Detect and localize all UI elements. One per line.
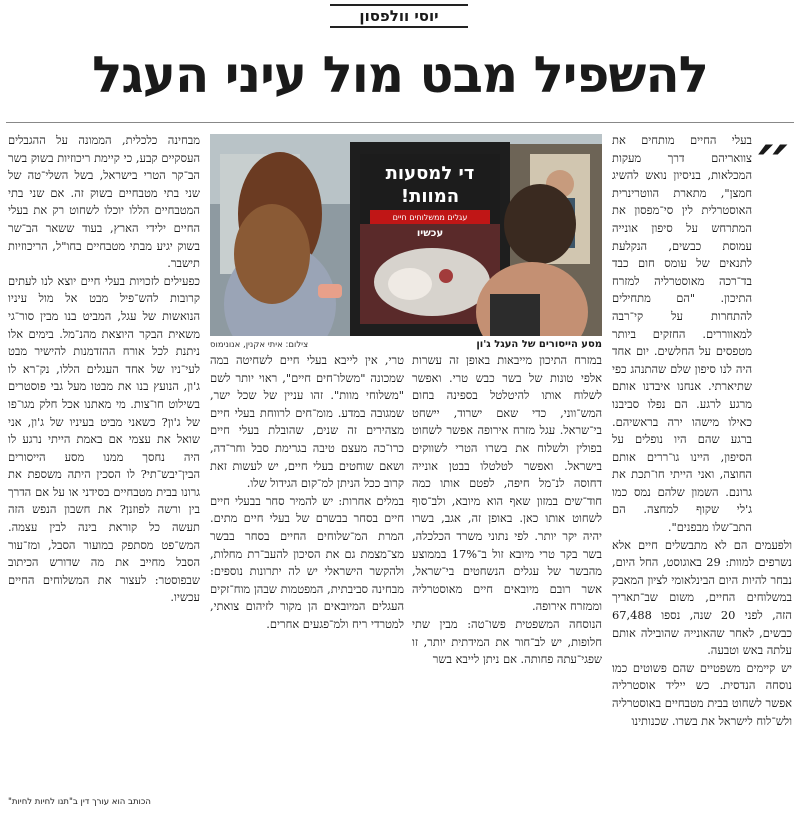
paragraph: טרי, אין לייבא בעלי חיים לשחיטה במה שמכונה "משלו־חים חיים", ראוי יותר לשם "משלוחי מוות". זהו עניין של שכל ישר, שמגובה במדע. מומ־חים לרווחת בעלי חיים מצהירים זה שנים, שהובלת בעלי חיים כרו־כה מעצם טיבה בגרימת סבל וחר־דה, ושאם שוחטים בעלי חיים, יש לעשות זאת קרוב ככל הניתן למ־קום הגידול שלו. <box>210 353 404 491</box>
paragraph: מבחינה כלכלית, הממונה על ההגבלים העסקיים קבע, כי קיימת ריכוזיות בשוק בשר הב־קר הטרי בישראל, בשל השלי־טה של שני בתי מטבחיים בשוק זה. אם שני בתי המטבחיים הללו יוכלו לשחוט רק את בעלי החיים ילידי הארץ, בעוד ששאר הב־שר בשוק יגיע מבתי מטבחיים בחו"ל, הריכוזיות תישבר. <box>8 133 200 271</box>
paragraph: כפעילים לזכויות בעלי חיים יוצא לנו לעתים קרובות להש־פיל מבט אל מול עיניו הנואשות של עגל, המביט בנו מבין סור־גי משאית הבקר היוצאת מהנ־מל. בימים אלו ניתנת לכל אורח ההזדמנות להישיר מבט לעי־ניו של אחד העגלים הללו, נק־רא לו ג'ון, הנועץ בנו את מבטו מעל גבי פוסטרים בשילוט חו־צות. מי מאתנו אכל חלק מגו־פו של ג'ון? כשאני מביט בעיניו של ג'ון, אני שואל את עצמי אם באמת הייתי נרגע לו היה נחסך ממנו מסע הייסורים הבין־יבש־תי? לו הסכין היתה משספת את גרונו בבית מטבחיים בסידני או על אם הדרך בין ורשה לפוזנן? את חשבון הנפש הזה תעשה כל קוראת בינה לבין עצמה. המש־פט מסתפק במועור הסבל, ומז־עור הסבל מחייב את מה שדורש הכיתוב שבפוסטר: לעצור את המשלוחים החיים עכשיו. <box>8 273 200 605</box>
poster-subline: עגלים ממשלוחים חיים <box>392 213 468 222</box>
photo-caption <box>210 338 602 352</box>
column-4 <box>8 132 200 607</box>
author-footnote: הכותב הוא עורך דין ב"תנו לחיות לחיות" <box>8 797 151 807</box>
column-3 <box>210 352 404 634</box>
header-divider <box>6 122 794 123</box>
paragraph: ולפעמים הם לא מתבשלים חיים אלא נשרפים למוות: 29 באוגוסט, החל היום, נבחר להיות היום הבינלאומי לציון המאבק במשלוחים החיים, משום שב־תאריך הזה, לפני 20 שנה, נספו 67,488 כבשים, לאחר שהאונייה שהובילה אותם עלתה באש וטבעה. <box>612 537 792 658</box>
author-byline: יוסי וולפסון <box>330 4 468 28</box>
paragraph: במלים אחרות: יש להמיר סחר בבעלי חיים חיים בסחר בבשרם של בעלי חיים מתים. המרת המ־שלוחים החיים בסחר בבשר מצ־מצמת גם את הסיכון להעב־רת מחלות, ולהקשר הישראלי יש לה יתרונות נוספים: מבחינה סביבתית, המפטמות שבהן מוח־זקים העגלים המיובאים הן מקור לזיהום צואתי, למטרדי ריח ולמ־פגעים אחרים. <box>210 493 404 631</box>
column-2 <box>412 352 602 669</box>
paragraph: בעלי החיים מותחים את צוואריהם דרך מעקות המכלאות, בניסיון נואש להשיג חמצן", מתארת הווטרינרית האוסטרלית לין סי־מפסון את המתרחש על סיפון אונייה עמוסת כבשים, הנקלעת לתנאים של עומס חום כבד בד־רכה מאוסטרליה למזרח התיכון. "הם מתחילים להתחרות על קי־רבה למאווררים. החזקים ביותר מטפסים על החלשים. יום אחד היה לנו סיפון שלם שהתנהג כפי שתיארתי. אנחנו איבדנו אותם מרגע לרגע. הם נפלו סביבנו כאילו מישהו ירה בראשיהם. ברגע שהם היו נופלים על הסיפון, היינו גו־ררים אותם החוצה, ואני הייתי חו־תכת את גרונם. השמון שלהם נמס כמו ג'לי שקוף למחצה. הם התב־שלו מבפנים". <box>612 133 752 535</box>
poster-foot: עכשיו <box>416 228 444 239</box>
poster-line-1: די למסעות <box>385 163 475 184</box>
column-1 <box>612 124 792 730</box>
paragraph: במזרח התיכון מייבאות באופן זה עשרות אלפי טונות של בשר כבש טרי. ואפשר לשלוח אותו להיטלטל בספינה בחום המש־ווני, כדי שאם ישרוד, יישחט בי־שראל. עגל מזרח אירופה אפשר לשחוט בפולין ולשלוח את בשרו הטרי לשווקים בישראל. ואפשר לטלטלו בבטן אונייה דחוסה לנ־מל חיפה, לפטם אותו כמה חוד־שים במזון שאף הוא מיובא, ולב־סוף לשחוט אותו כאן. באופן זה, אגב, בשרו יהיה יקר יותר. לפי נתוני משרד הכלכלה, בשר בקר טרי מיובא זול ב־17% בממוצע מהבשר של עגלים הנשחטים בי־שראל, אשר רובם מיובאים חיים מאוסטרליה וממזרח אירופה. <box>412 353 602 614</box>
poster-line-2: המוות! <box>400 186 460 207</box>
article-headline: להשפיל מבט מול עיני העגל <box>92 46 708 104</box>
photo-illustration <box>210 134 602 336</box>
caption-text: מסע הייסורים של העגל ג'ון <box>476 339 602 350</box>
article-photo <box>210 134 602 336</box>
photo-credit: צילום: איתי אקנין, אנונימוס <box>210 340 309 350</box>
pull-quote-mark: ״ <box>753 124 792 187</box>
paragraph: יש קיימים משפטיים שהם פשוטים כמו נוסחה הנדסית. כש ייליד אוסטרליה אפשר לשחוט בבית מטבחיים באוסטרליה ולש־לוח לישראל את בשרו. שכנותינו <box>612 660 792 728</box>
paragraph: הנוסחה המשפטית פשו־טה: מבין שתי חלופות, יש לב־חור את המידתית יותר, זו שפגי־עתה פחותה. אם ניתן לייבא בשר <box>412 616 602 667</box>
